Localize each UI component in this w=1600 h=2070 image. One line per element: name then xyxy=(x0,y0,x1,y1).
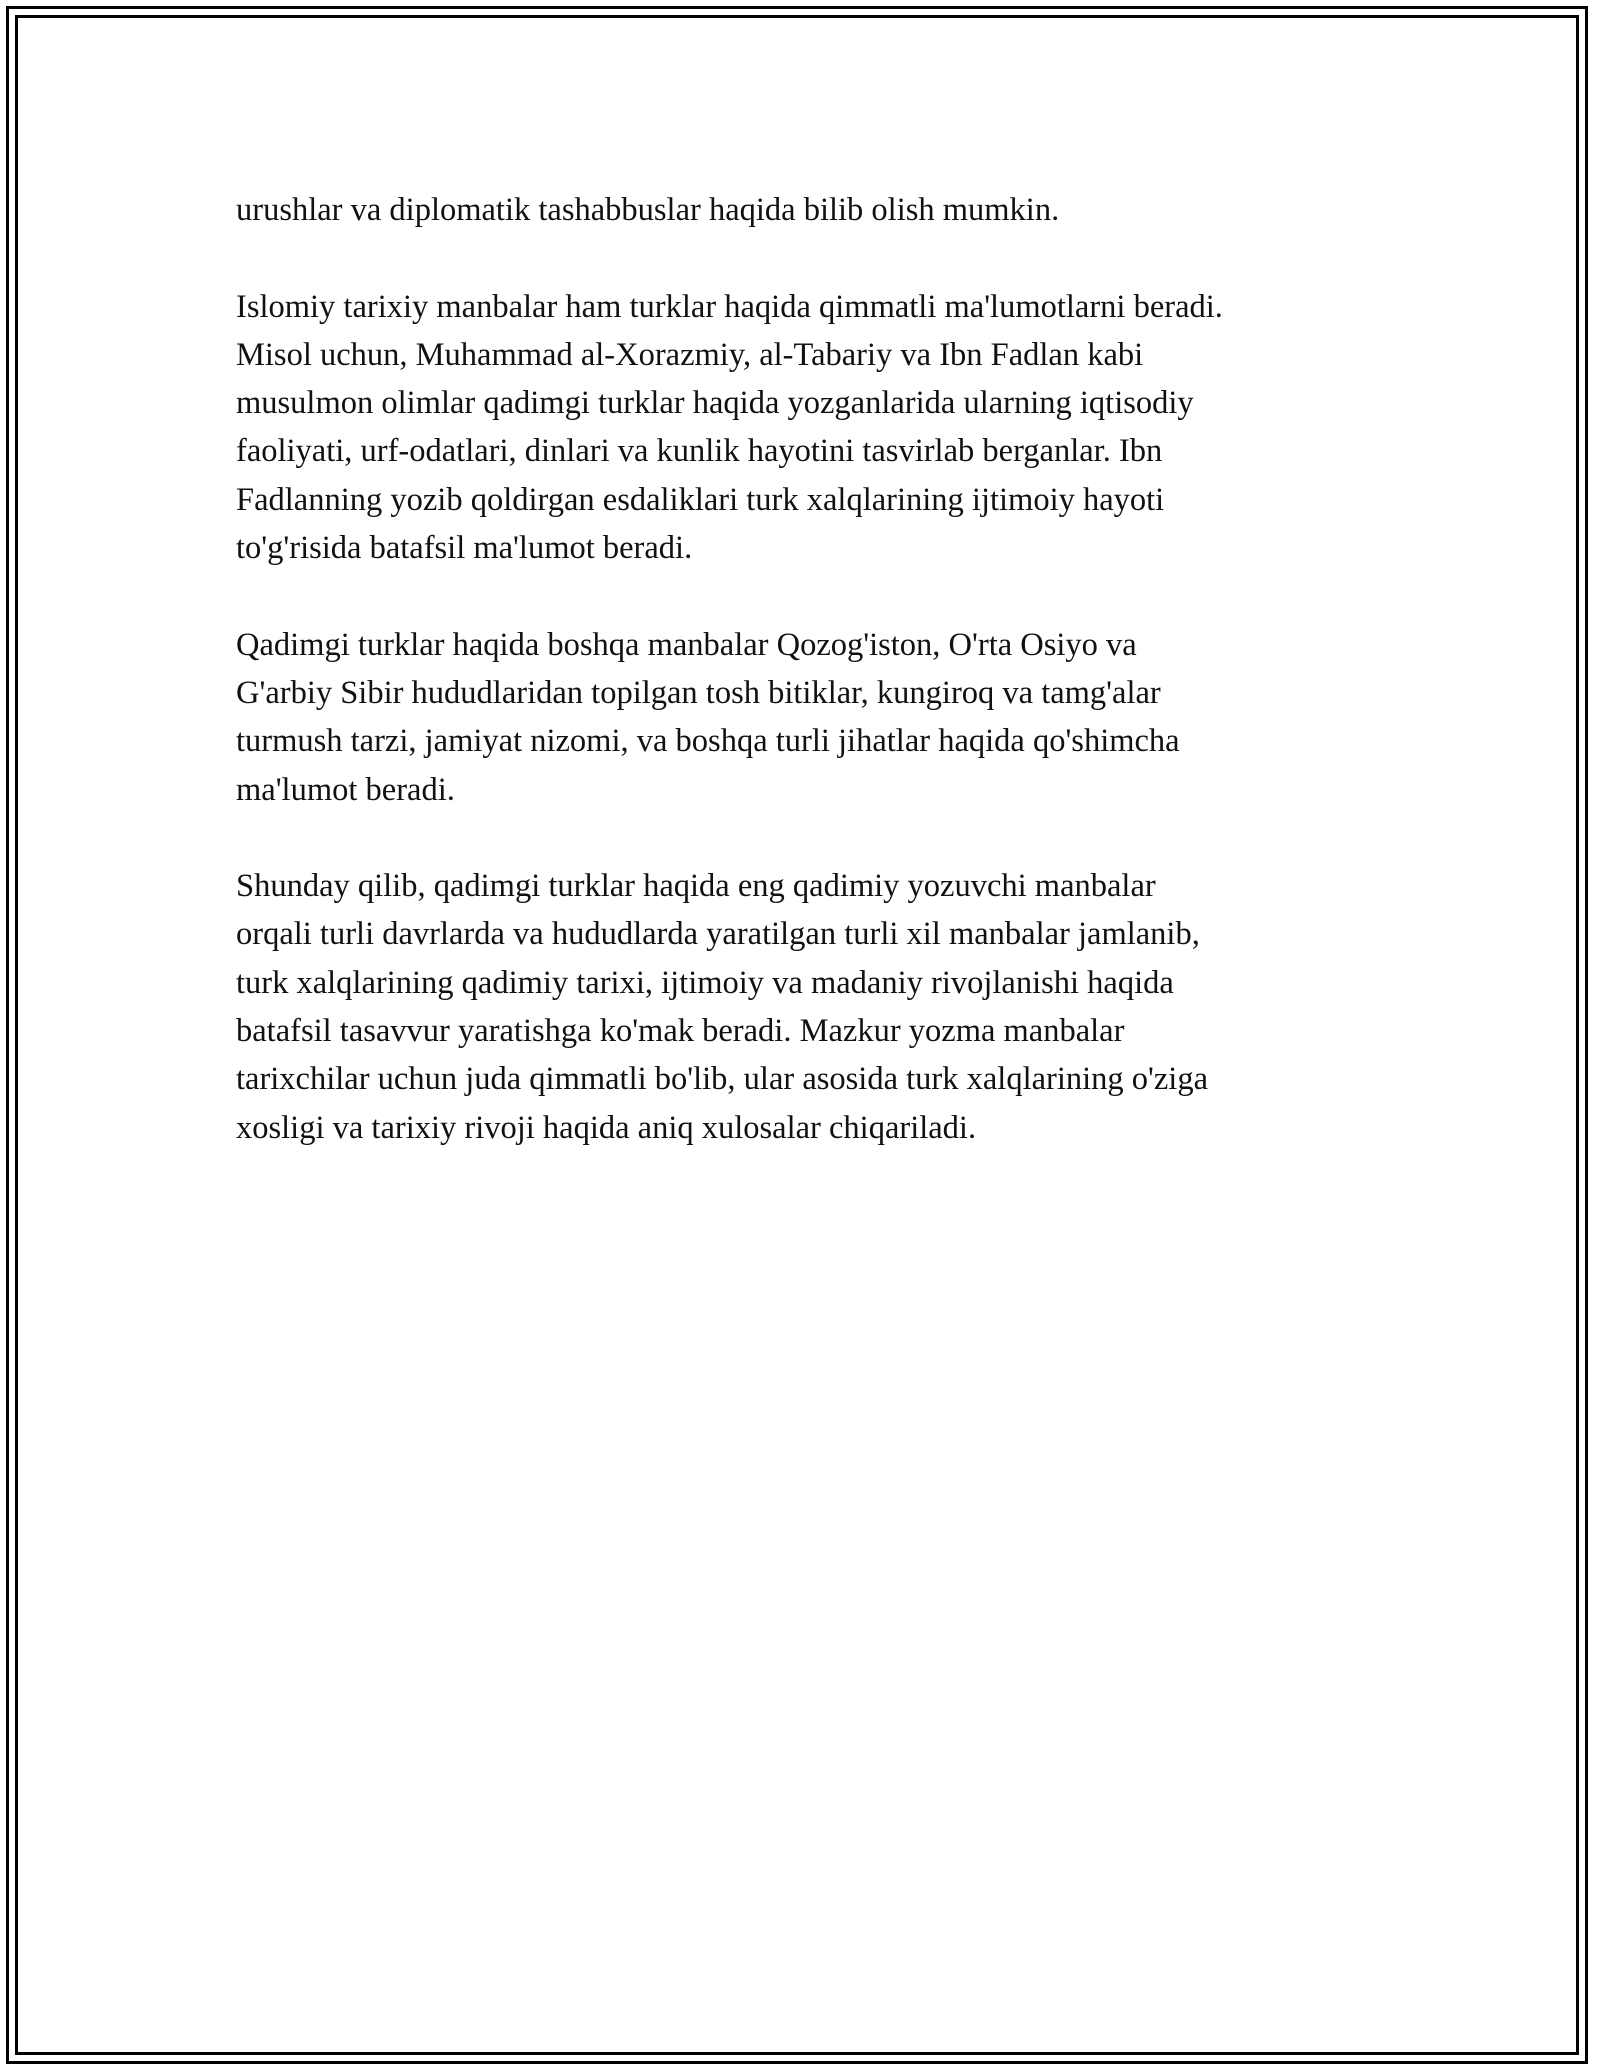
text-line: G'arbiy Sibir hududlaridan topilgan tosh bitiklar, kungiroq va tamg'alar xyxy=(236,674,1161,711)
text-line: Islomiy tarixiy manbalar ham turklar haqida qimmatli ma'lumotlarni beradi. xyxy=(236,288,1223,325)
text-line: Qadimgi turklar haqida boshqa manbalar Qozog'iston, O'rta Osiyo va xyxy=(236,626,1137,663)
paragraph xyxy=(236,621,1366,814)
text-line: batafsil tasavvur yaratishga ko'mak beradi. Mazkur yozma manbalar xyxy=(236,1013,1125,1050)
text-line: urushlar va diplomatik tashabbuslar haqida bilib olish mumkin. xyxy=(236,192,1060,228)
text-line: Misol uchun, Muhammad al-Xorazmiy, al-Tabariy va Ibn Fadlan kabi xyxy=(236,336,1144,373)
text-line: tarixchilar uchun juda qimmatli bo'lib, ular asosida turk xalqlarining o'ziga xyxy=(236,1061,1209,1098)
paragraph xyxy=(236,283,1366,573)
text-line: turmush tarzi, jamiyat nizomi, va boshqa turli jihatlar haqida qo'shimcha xyxy=(236,723,1180,760)
text-line: Fadlanning yozib qoldirgan esdaliklari turk xalqlarining ijtimoiy hayoti xyxy=(236,481,1165,518)
paragraph xyxy=(236,862,1366,1152)
text-line: ma'lumot beradi. xyxy=(236,771,455,808)
text-line: musulmon olimlar qadimgi turklar haqida yozganlarida ularning iqtisodiy xyxy=(236,385,1194,422)
text-line: orqali turli davrlarda va hududlarda yaratilgan turli xil manbalar jamlanib, xyxy=(236,916,1200,953)
text-line: xosligi va tarixiy rivoji haqida aniq xulosalar chiqariladi. xyxy=(236,1109,977,1146)
paragraph xyxy=(236,186,1366,234)
document-body xyxy=(236,186,1366,1200)
text-line: faoliyati, urf-odatlari, dinlari va kunlik hayotini tasvirlab berganlar. Ibn xyxy=(236,433,1163,470)
text-line: to'g'risida batafsil ma'lumot beradi. xyxy=(236,530,693,567)
text-line: turk xalqlarining qadimiy tarixi, ijtimoiy va madaniy rivojlanishi haqida xyxy=(236,964,1174,1001)
text-line: Shunday qilib, qadimgi turklar haqida eng qadimiy yozuvchi manbalar xyxy=(236,868,1156,905)
